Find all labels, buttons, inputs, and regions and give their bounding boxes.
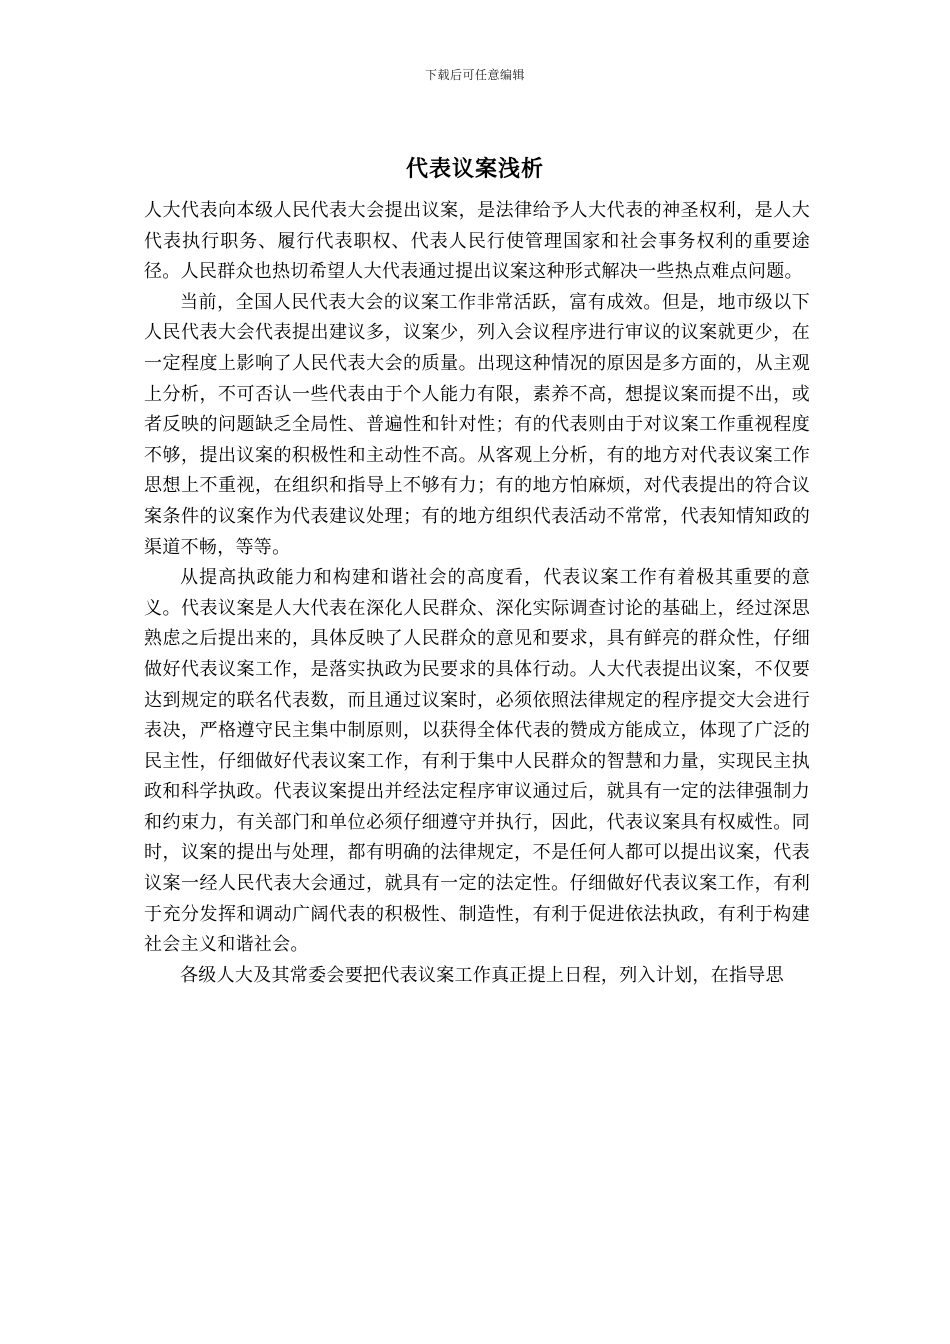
paragraph-recommendation: 各级人大及其常委会要把代表议案工作真正提上日程，列入计划，在指导思 (180, 964, 784, 986)
paragraph-significance: 从提高执政能力和构建和谐社会的高度看，代表议案工作有着极其重要的意义。代表议案是人大代表在深化人民群众、深化实际调查讨论的基础上，经过深思熟虑之后提出来的，具体反映了人民群众的意见和要求，具有鲜亮的群众性，仔细做好代表议案工作，是落实执政为民要求的具体行动。人大代表提出议案，不仅要达到规定的联名代表数，而且通过议案时，必须依照法律规定的程序提交大会进行表决，严格遵守民主集中制原则，以获得全体代表的赞成方能成立，体现了广泛的民主性，仔细做好代表议案工作，有利于集中人民群众的智慧和力量，实现民主执政和科学执政。代表议案提出并经法定程序审议通过后，就具有一定的法律强制力和约束力，有关部门和单位必须仔细遵守并执行，因此，代表议案具有权威性。同时，议案的提出与处理，都有明确的法律规定，不是任何人都可以提出议案，代表议案一经人民代表大会通过，就具有一定的法定性。仔细做好代表议案工作，有利于充分发挥和调动广阔代表的积极性、制造性，有利于促进依法执政，有利于构建社会主义和谐社会。 (144, 567, 810, 956)
paragraph-intro: 人大代表向本级人民代表大会提出议案，是法律给予人大代表的神圣权利，是人大代表执行职务、履行代表职权、代表人民行使管理国家和社会事务权利的重要途径。人民群众也热切希望人大代表通过提出议案这种形式解决一些热点难点问题。 (144, 200, 810, 283)
document-body (144, 196, 810, 991)
paragraph-current-situation: 当前，全国人民代表大会的议案工作非常活跃，富有成效。但是，地市级以下人民代表大会代表提出建议多，议案少，列入会议程序进行审议的议案就更少，在一定程度上影响了人民代表大会的质量。出现这种情况的原因是多方面的，从主观上分析，不可否认一些代表由于个人能力有限，素养不高，想提议案而提不出，或者反映的问题缺乏全局性、普遍性和针对性；有的代表则由于对议案工作重视程度不够，提出议案的积极性和主动性不高。从客观上分析，有的地方对代表议案工作思想上不重视，在组织和指导上不够有力；有的地方怕麻烦，对代表提出的符合议案条件的议案作为代表建议处理；有的地方组织代表活动不常常，代表知情知政的渠道不畅，等等。 (144, 291, 810, 558)
header-note: 下载后可任意编辑 (424, 68, 525, 82)
document-title: 代表议案浅析 (405, 157, 544, 182)
